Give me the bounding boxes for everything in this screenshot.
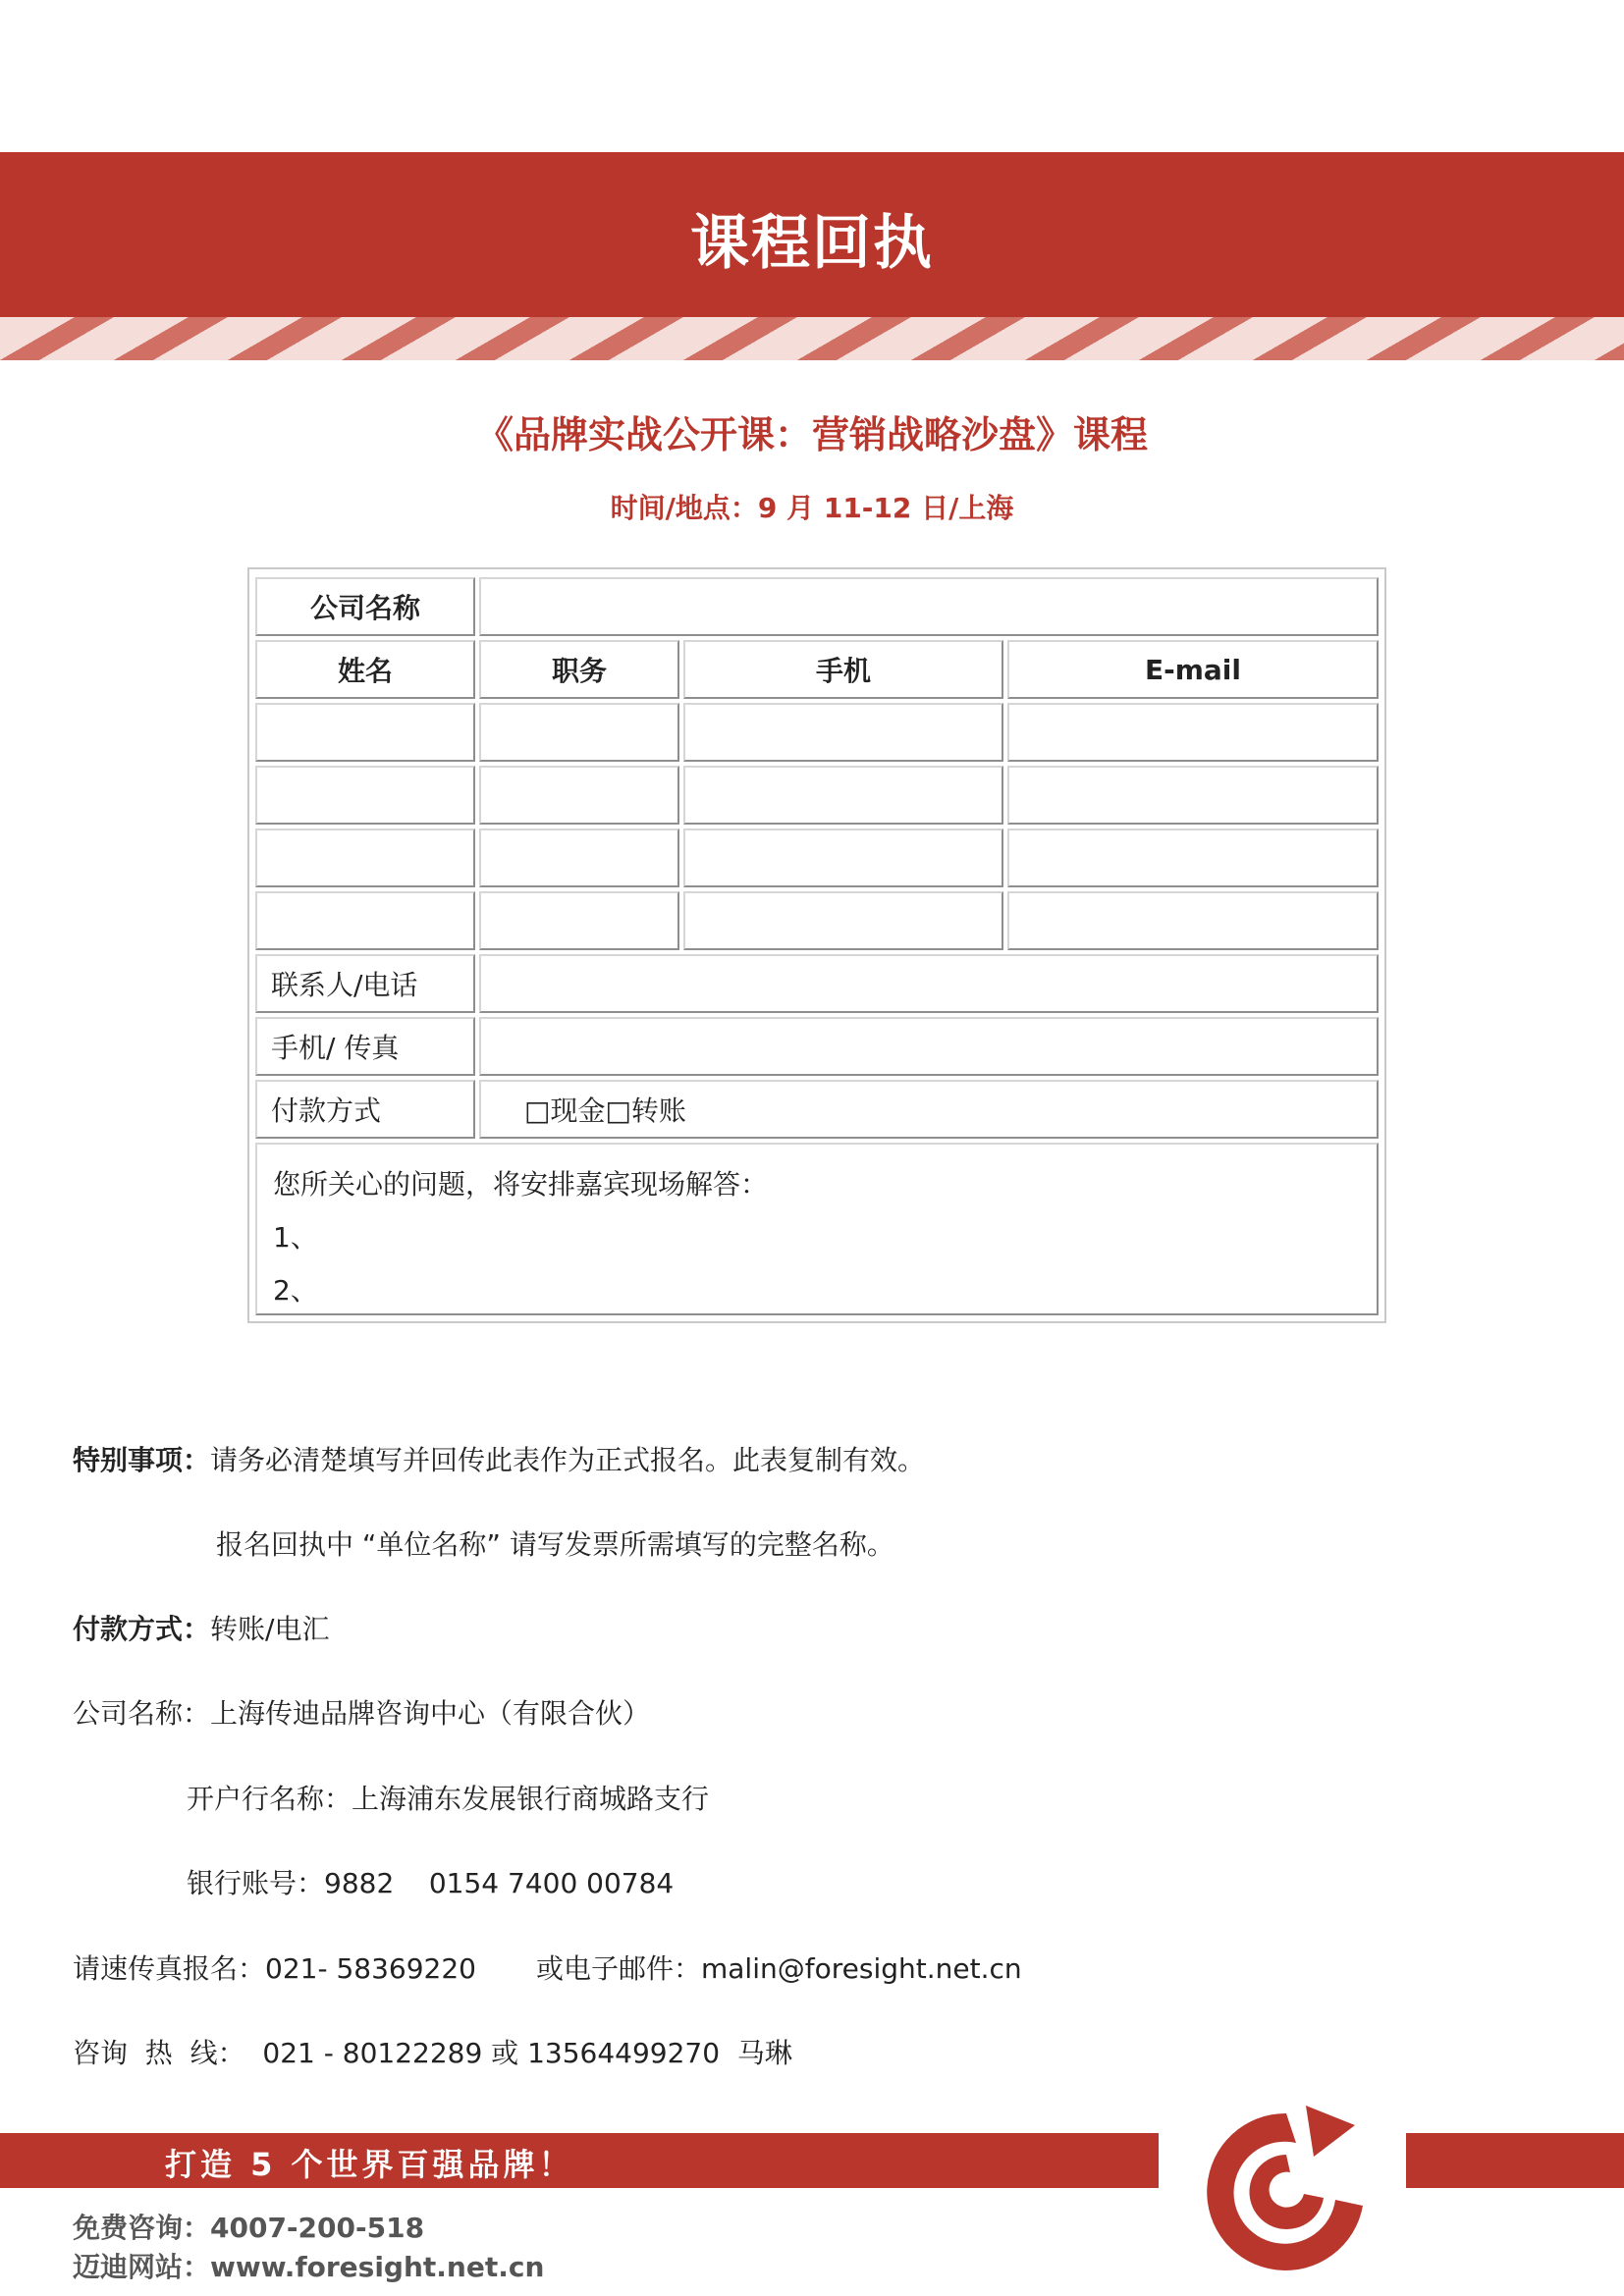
payment-info [73,1608,329,1647]
attendee-email-field[interactable] [1007,766,1379,825]
account-info: 银行账号：9882 0154 7400 00784 [187,1867,675,1899]
questions-box[interactable] [255,1143,1379,1315]
question-1: 1、 [273,1221,318,1254]
special-notes-label: 特别事项： [73,1444,211,1476]
footer-bar-right [1406,2133,1624,2188]
attendee-email-field[interactable] [1007,891,1379,950]
payment-info-label: 付款方式： [73,1613,211,1645]
mobile-fax-field[interactable] [479,1017,1379,1076]
column-header-name: 姓名 [255,640,475,699]
registration-form [247,567,1386,1323]
contact-phone-label: 联系人/电话 [255,954,475,1013]
attendee-mobile-field[interactable] [683,703,1003,762]
contact-phone-field[interactable] [479,954,1379,1013]
decorative-stripe [0,317,1624,360]
fax-info: 请速传真报名：021- 58369220 [73,1952,476,1985]
footer-website: 迈迪网站：www.foresight.net.cn [73,2251,545,2283]
column-header-mobile: 手机 [683,640,1003,699]
attendee-name-field[interactable] [255,891,475,950]
questions-prompt: 您所关心的问题，将安排嘉宾现场解答： [273,1168,769,1201]
footer-slogan: 打造 5 个世界百强品牌！ [165,2146,574,2183]
attendee-name-field[interactable] [255,828,475,887]
attendee-mobile-field[interactable] [683,891,1003,950]
bank-info: 开户行名称：上海浦东发展银行商城路支行 [187,1783,710,1815]
column-header-position: 职务 [479,640,679,699]
company-info: 公司名称：上海传迪品牌咨询中心（有限合伙） [73,1697,651,1730]
hotline-info: 咨询 热 线： 021 - 80122289 或 13564499270 马琳 [73,2037,792,2069]
column-header-email: E-mail [1007,640,1379,699]
course-title: 《品牌实战公开课：营销战略沙盘》课程 [475,413,1148,456]
footer-consult: 免费咨询：4007-200-518 [73,2212,425,2244]
attendee-mobile-field[interactable] [683,828,1003,887]
attendee-position-field[interactable] [479,703,679,762]
special-notes [73,1439,925,1478]
payment-method-label: 付款方式 [255,1080,475,1139]
attendee-name-field[interactable] [255,766,475,825]
company-logo-icon [1188,2096,1384,2282]
page-title: 课程回执 [690,209,934,278]
payment-info-text: 转账/电汇 [210,1613,330,1645]
attendee-position-field[interactable] [479,766,679,825]
special-notes-line2: 报名回执中 “单位名称” 请写发票所需填写的完整名称。 [216,1528,894,1561]
course-time-location: 时间/地点：9 月 11-12 日/上海 [610,492,1014,524]
payment-method-options[interactable]: □现金□转账 [479,1080,1379,1139]
attendee-position-field[interactable] [479,891,679,950]
attendee-name-field[interactable] [255,703,475,762]
attendee-email-field[interactable] [1007,828,1379,887]
mobile-fax-label: 手机/ 传真 [255,1017,475,1076]
attendee-position-field[interactable] [479,828,679,887]
special-notes-text: 请务必清楚填写并回传此表作为正式报名。此表复制有效。 [210,1444,926,1476]
company-name-label: 公司名称 [255,577,475,636]
attendee-email-field[interactable] [1007,703,1379,762]
company-name-field[interactable] [479,577,1379,636]
email-info: 或电子邮件：malin@foresight.net.cn [536,1952,1022,1985]
question-2: 2、 [273,1274,318,1307]
attendee-mobile-field[interactable] [683,766,1003,825]
